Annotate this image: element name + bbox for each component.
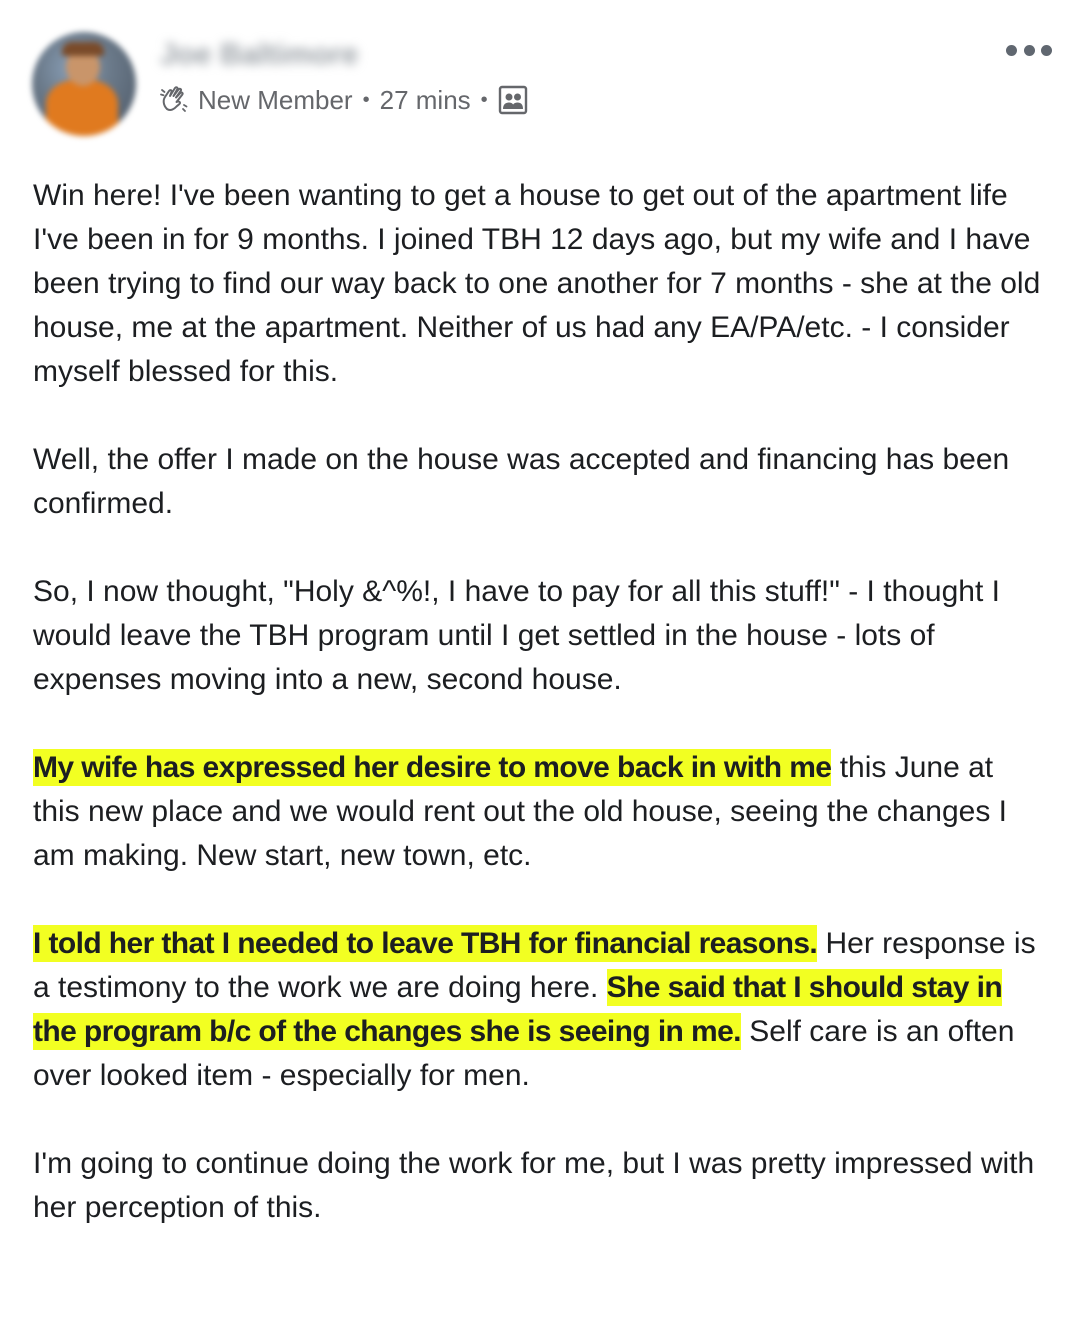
paragraph-text: Self care is an often over looked item - especially for men. — [33, 1015, 1015, 1092]
post-paragraph: I'm going to continue doing the work for me, but I was pretty impressed with her perception of this. — [33, 1147, 1035, 1224]
highlighted-text: My wife has expressed her desire to move back in with me — [33, 751, 832, 784]
highlighted-text: I told her that I needed to leave TBH for financial reasons. — [33, 927, 818, 960]
separator-dot: • — [480, 88, 488, 111]
post-paragraph — [33, 922, 1048, 1098]
post-paragraph: Well, the offer I made on the house was accepted and financing has been confirmed. — [33, 443, 1010, 520]
post-time[interactable]: 27 mins — [379, 84, 471, 115]
group-icon[interactable] — [498, 85, 528, 115]
avatar-hat — [62, 42, 104, 56]
avatar-shirt — [46, 80, 118, 136]
member-badge-label[interactable]: New Member — [198, 84, 353, 115]
post-paragraph: Win here! I've been wanting to get a house to get out of the apartment life I've been in for 9 months. I joined TBH 12 days ago, but my wife and I have been trying to find our way back to one another for 7 months - she at the old house, me at the apartment. Neither of us had any EA/PA/etc. - I consider myself blessed for this. — [33, 179, 1041, 388]
more-dot — [1041, 45, 1052, 56]
post-meta — [158, 82, 528, 118]
post-paragraph — [33, 746, 1048, 878]
post-body — [33, 174, 1048, 1274]
separator-dot: • — [362, 88, 370, 111]
highlighted-text: She said that I should stay in the program b/c of the changes she is seeing in me. — [33, 971, 1003, 1048]
more-dot — [1006, 45, 1017, 56]
avatar[interactable] — [32, 32, 136, 136]
more-dot — [1024, 45, 1035, 56]
paragraph-text: this June at this new place and we would rent out the old house, seeing the changes I am making. New start, new town, etc. — [33, 751, 1007, 872]
post-header — [32, 30, 1052, 130]
waving-hand-icon — [158, 84, 190, 116]
author-name[interactable]: Joe Baltimore — [160, 38, 359, 71]
paragraph-text: Her response is a testimony to the work we are doing here. — [33, 927, 1036, 1004]
post-paragraph: So, I now thought, "Holy &^%!, I have to pay for all this stuff!" - I thought I would leave the TBH program until I get settled in the house - lots of expenses moving into a new, second house. — [33, 575, 1000, 696]
more-options-icon[interactable] — [1006, 38, 1052, 62]
